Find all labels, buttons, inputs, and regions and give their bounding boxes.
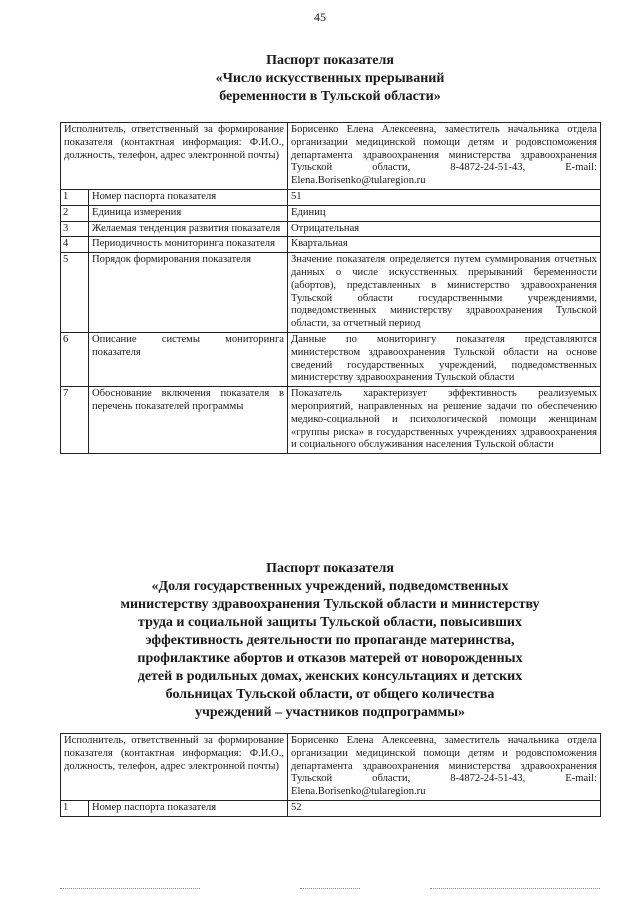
passport2-title-line: учреждений – участников подпрограммы» [195, 705, 465, 720]
row-number: 2 [61, 205, 89, 221]
row-value: 51 [288, 189, 601, 205]
passport2-table [60, 733, 601, 817]
table-row [61, 189, 601, 205]
row-number: 1 [61, 189, 89, 205]
table-row [61, 387, 601, 454]
passport1-table [60, 122, 601, 454]
passport2-title-line: эффективность деятельности по пропаганде материнства, [145, 633, 515, 648]
table-row [61, 253, 601, 333]
row-label: Единица измерения [89, 205, 288, 221]
passport1-title [60, 52, 600, 106]
passport2-title-line: детей в родильных домах, женских консультациях и детских [137, 669, 523, 684]
footer-dotted-line [300, 888, 360, 890]
executor-value: Борисенко Елена Алексеевна, заместитель начальника отдела организации медицинской помощи детям и родовспоможения департамента здравоохранения министерства здравоохранения Тульской области, 8-4872-24-51-43, E-mail: Elena.Borisenko@tularegion.ru [288, 123, 601, 190]
passport1-title-line: Паспорт показателя [266, 53, 394, 68]
row-value: Значение показателя определяется путем суммирования отчетных данных о числе искусственных прерываний беременности (абортов), представленных в министерство здравоохранения Тульской области государственными учреждениями, подведомственных министерству здравоохранения Тульской области, за отчетный период [288, 253, 601, 333]
page-number: 45 [314, 10, 326, 24]
row-number: 5 [61, 253, 89, 333]
row-value: Отрицательная [288, 221, 601, 237]
row-value: Квартальная [288, 237, 601, 253]
row-label: Описание системы мониторинга показателя [89, 332, 288, 386]
table-row [61, 205, 601, 221]
row-value: Показатель характеризует эффективность реализуемых мероприятий, направленных на решение задачи по обеспечению медико-социальной и психологической помощи женщинам «группы риска» в государственных учреждениях здравоохранения и социального обслуживания населения Тульской области [288, 387, 601, 454]
row-number: 1 [61, 800, 89, 816]
row-value: Единиц [288, 205, 601, 221]
row-number: 6 [61, 332, 89, 386]
table-row [61, 221, 601, 237]
row-label: Номер паспорта показателя [89, 189, 288, 205]
executor-value: Борисенко Елена Алексеевна, заместитель начальника отдела организации медицинской помощи детям и родовспоможения департамента здравоохранения министерства здравоохранения Тульской области, 8-4872-24-51-43, E-mail: Elena.Borisenko@tularegion.ru [288, 734, 601, 801]
row-label: Обоснование включения показателя в перечень показателей программы [89, 387, 288, 454]
executor-row [61, 123, 601, 190]
row-label: Номер паспорта показателя [89, 800, 288, 816]
executor-row [61, 734, 601, 801]
footer-dotted-line [430, 888, 600, 890]
row-number: 3 [61, 221, 89, 237]
passport2-title [60, 560, 600, 722]
row-value: 52 [288, 800, 601, 816]
executor-label: Исполнитель, ответственный за формирование показателя (контактная информация: Ф.И.О., должность, телефон, адрес электронной почты) [61, 123, 288, 190]
passport2-title-line: Паспорт показателя [266, 561, 394, 576]
passport2-title-line: «Доля государственных учреждений, подведомственных [151, 579, 509, 594]
passport2-title-line: труда и социальной защиты Тульской области, повысивших [138, 615, 522, 630]
table-row [61, 800, 601, 816]
row-label: Желаемая тенденция развития показателя [89, 221, 288, 237]
row-label: Порядок формирования показателя [89, 253, 288, 333]
row-number: 4 [61, 237, 89, 253]
table-row [61, 237, 601, 253]
passport1-title-line: «Число искусственных прерываний [215, 71, 445, 86]
row-number: 7 [61, 387, 89, 454]
table-row [61, 332, 601, 386]
executor-label: Исполнитель, ответственный за формирование показателя (контактная информация: Ф.И.О., должность, телефон, адрес электронной почты) [61, 734, 288, 801]
footer-dotted-line [60, 888, 200, 890]
passport2-title-line: министерству здравоохранения Тульской области и министерству [120, 597, 540, 612]
passport1-title-line: беременности в Тульской области» [219, 89, 441, 104]
row-label: Периодичность мониторинга показателя [89, 237, 288, 253]
row-value: Данные по мониторингу показателя представляются министерством здравоохранения Тульской области на основе сведений государственных учреждений, подведомственных министерству здравоохранения Тульской области [288, 332, 601, 386]
passport2-title-line: профилактике абортов и отказов матерей от новорожденных [137, 651, 523, 666]
passport2-title-line: больницах Тульской области, от общего количества [165, 687, 495, 702]
